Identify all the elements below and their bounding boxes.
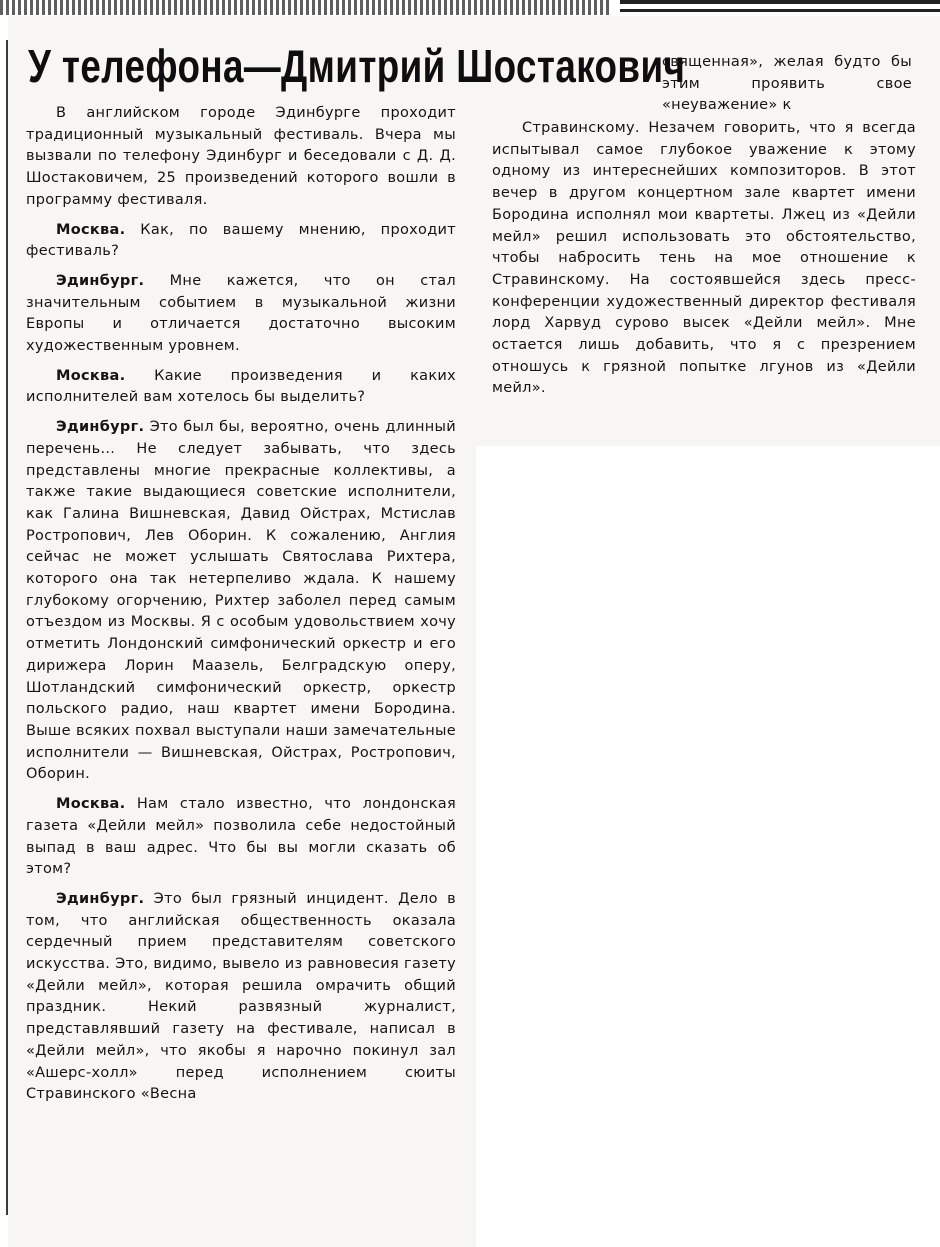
right-column <box>492 118 916 400</box>
dialogue-text: Как, по вашему мнению, проходит фестиваль? <box>26 221 456 260</box>
speaker-city: Эдинбург. <box>56 419 145 436</box>
dialogue-paragraph <box>26 220 456 263</box>
dotted-border <box>0 0 612 15</box>
speaker-city: Эдинбург. <box>56 272 145 289</box>
dialogue-text: Нам стало известно, что лондонская газета «Дейли мейл» позволила себе недостойный выпад в ваш адрес. Что бы вы могли сказать об этом? <box>26 796 456 878</box>
continuation-paragraph: Стравинскому. Незачем говорить, что я всегда испытывал самое глубокое уважение к этому одному из интереснейших композиторов. В этот вечер в другом концертном зале квартет имени Бородина исполнял мои квартеты. Лжец из «Дейли мейл» решил использовать это обстоятельство, чтобы набросить тень на мое отношение к Стравинскому. На состоявшейся здесь пресс-конференции художественный директор фестиваля лорд Харвуд сурово высек «Дейли мейл». Мне остается лишь добавить, что я с презрением отношусь к грязной попытке лгунов из «Дейли мейл». <box>492 120 916 397</box>
rule-line <box>620 0 940 4</box>
dialogue-paragraph <box>26 271 456 358</box>
speaker-city: Эдинбург. <box>56 890 145 907</box>
continuation-top: священная», желая будто бы этим проявить свое «неуважение» к <box>662 54 912 114</box>
article-headline: У телефона—Дмитрий Шостакович <box>28 40 686 92</box>
intro-paragraph: В английском городе Эдинбурге проходит традиционный музыкальный фестиваль. Вчера мы вызвали по телефону Эдинбург и беседовали с Д. Д. Шостаковичем, 25 произведений которого вошли в программу фестиваля. <box>26 105 456 208</box>
rule-line <box>620 9 940 12</box>
dialogue-paragraph <box>26 366 456 409</box>
dialogue-text: Мне кажется, что он стал значительным событием в музыкальной жизни Европы и отличается достаточно высоким художественным уровнем. <box>26 272 456 355</box>
speaker-city: Москва. <box>56 367 126 384</box>
blank-area <box>476 446 940 1247</box>
dialogue-text: Это был бы, вероятно, очень длинный перечень... Не следует забывать, что здесь представлены многие прекрасные коллективы, а также такие выдающиеся советские исполнители, как Галина Вишневская, Давид Ойстрах, Мстислав Ростропович, Лев Оборин. К сожалению, Англия сейчас не может услышать Святослава Рихтера, которого она так нетерпеливо ждала. К нашему глубокому огорчению, Рихтер заболел перед самым отъездом из Москвы. Я с особым удовольствием хочу отметить Лондонский симфонический оркестр и его дирижера Лорин Маазель, Белградскую оперу, Шотландский симфонический оркестр, оркестр польского радио, наш квартет имени Бородина. Выше всяких похвал выступали наши замечательные исполнители — Вишневская, Ойстрах, Ростропович, Оборин. <box>26 419 456 783</box>
left-column <box>26 103 456 1114</box>
dialogue-paragraph <box>26 417 456 786</box>
speaker-city: Москва. <box>56 221 126 238</box>
dialogue-text: Какие произведения и каких исполнителей вам хотелось бы выделить? <box>26 367 456 406</box>
dialogue-paragraph <box>26 794 456 881</box>
column-rule <box>6 40 8 1215</box>
dialogue-paragraph <box>26 889 456 1106</box>
speaker-city: Москва. <box>56 796 126 813</box>
dialogue-text: Это был грязный инцидент. Дело в том, что английская общественность оказала сердечный прием представителям советского искусства. Это, видимо, вывело из равновесия газету «Дейли мейл», которая решила омрачить общий праздник. Некий развязный журналист, представлявший газету на фестивале, написал в «Дейли мейл», что якобы я нарочно покинул зал «Ашерс-холл» перед исполнением сюиты Стравинского «Весна <box>26 890 456 1103</box>
